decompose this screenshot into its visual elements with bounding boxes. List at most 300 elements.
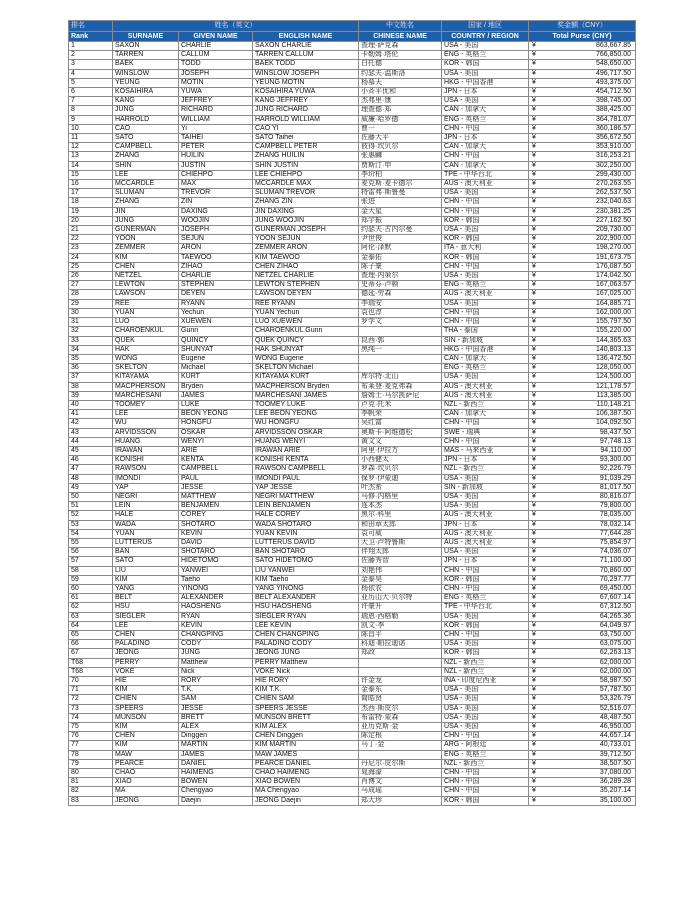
col-header-purse-zh: 奖金额（CNY） <box>529 21 636 32</box>
rank-cell: 58 <box>69 566 113 575</box>
table-row <box>69 640 636 649</box>
surname-cell: ARVIDSSON <box>113 428 179 437</box>
purse-cell: 353,910.00 <box>543 143 636 152</box>
given-name-cell: BEON YEONG <box>179 410 253 419</box>
english-name-cell: SATO Taihei <box>253 134 359 143</box>
english-name-cell: WONG Eugene <box>253 354 359 363</box>
english-name-cell: ZEMMER ARON <box>253 244 359 253</box>
surname-cell: CHAROENKUL <box>113 327 179 336</box>
table-row <box>69 796 636 805</box>
rank-cell: 43 <box>69 428 113 437</box>
english-name-cell: SLUMAN TREVOR <box>253 189 359 198</box>
table-row <box>69 750 636 759</box>
table-row <box>69 566 636 575</box>
given-name-cell: JAMES <box>179 750 253 759</box>
currency-symbol: ¥ <box>529 152 543 161</box>
given-name-cell: JOSEPH <box>179 226 253 235</box>
rank-cell: 63 <box>69 612 113 621</box>
english-name-cell: LEIN BENJAMEN <box>253 502 359 511</box>
country-cell: SIN - 新加坡 <box>442 336 529 345</box>
chinese-name-cell <box>359 658 442 667</box>
table-row <box>69 345 636 354</box>
chinese-name-cell: 查理·萨克森 <box>359 42 442 51</box>
surname-cell: NETZEL <box>113 272 179 281</box>
rank-cell: 79 <box>69 759 113 768</box>
english-name-cell: KONISHI KENTA <box>253 456 359 465</box>
currency-symbol: ¥ <box>529 253 543 262</box>
surname-cell: CAMPBELL <box>113 143 179 152</box>
chinese-name-cell: 约瑟夫·古内尔曼 <box>359 226 442 235</box>
table-row <box>69 677 636 686</box>
currency-symbol: ¥ <box>529 354 543 363</box>
english-name-cell: JEONG JUNG <box>253 649 359 658</box>
rank-cell: 11 <box>69 134 113 143</box>
chinese-name-cell: 张惠麟 <box>359 152 442 161</box>
country-cell: ENG - 英格兰 <box>442 51 529 60</box>
rank-cell: 32 <box>69 327 113 336</box>
table-row <box>69 244 636 253</box>
given-name-cell: JAMES <box>179 391 253 400</box>
currency-symbol: ¥ <box>529 189 543 198</box>
surname-cell: XIAO <box>113 778 179 787</box>
country-cell: CAN - 加拿大 <box>442 106 529 115</box>
currency-symbol: ¥ <box>529 437 543 446</box>
english-name-cell: KITAYAMA KURT <box>253 373 359 382</box>
surname-cell: SKELTON <box>113 364 179 373</box>
country-cell: JPN - 日本 <box>442 520 529 529</box>
currency-symbol: ¥ <box>529 106 543 115</box>
surname-cell: YANG <box>113 584 179 593</box>
given-name-cell: JESSE <box>179 704 253 713</box>
chinese-name-cell: 袁可威 <box>359 529 442 538</box>
english-name-cell: LEE BEON YEONG <box>253 410 359 419</box>
surname-cell: WONG <box>113 354 179 363</box>
chinese-name-cell: 查理·内策尔 <box>359 272 442 281</box>
table-row <box>69 235 636 244</box>
country-cell: CHN - 中国 <box>442 152 529 161</box>
table-row <box>69 723 636 732</box>
surname-cell: KIM <box>113 575 179 584</box>
english-name-cell: PERRY Matthew <box>253 658 359 667</box>
country-cell: USA - 美国 <box>442 686 529 695</box>
currency-symbol: ¥ <box>529 732 543 741</box>
rank-cell: 77 <box>69 741 113 750</box>
surname-cell: JUNG <box>113 216 179 225</box>
surname-cell: LUTTERUS <box>113 538 179 547</box>
surname-cell: GUNERMAN <box>113 226 179 235</box>
table-row <box>69 446 636 455</box>
purse-cell: 398,745.00 <box>543 97 636 106</box>
table-row <box>69 621 636 630</box>
currency-symbol: ¥ <box>529 336 543 345</box>
currency-symbol: ¥ <box>529 621 543 630</box>
given-name-cell: LUKE <box>179 400 253 409</box>
table-row <box>69 42 636 51</box>
currency-symbol: ¥ <box>529 713 543 722</box>
rank-cell: 50 <box>69 492 113 501</box>
table-row <box>69 695 636 704</box>
rank-cell: 30 <box>69 308 113 317</box>
english-name-cell: WADA SHOTARO <box>253 520 359 529</box>
chinese-name-cell: 刘艳伟 <box>359 566 442 575</box>
table-row <box>69 410 636 419</box>
table-row <box>69 364 636 373</box>
chinese-name-cell: 阿里·伊拉万 <box>359 446 442 455</box>
chinese-name-cell: 金大星 <box>359 207 442 216</box>
purse-cell: 40,733.01 <box>543 741 636 750</box>
surname-cell: WU <box>113 419 179 428</box>
given-name-cell: MOTIN <box>179 78 253 87</box>
english-name-cell: MUNSON BRETT <box>253 713 359 722</box>
col-header-country: COUNTRY / REGION <box>442 31 529 42</box>
english-name-cell: LAWSON DEYEN <box>253 290 359 299</box>
country-cell: KOR - 韩国 <box>442 796 529 805</box>
english-name-cell: LUO XUEWEN <box>253 318 359 327</box>
english-name-cell: YAP JESSE <box>253 483 359 492</box>
chinese-name-cell: 小西健太 <box>359 456 442 465</box>
english-name-cell: SKELTON Michael <box>253 364 359 373</box>
rank-cell: 66 <box>69 640 113 649</box>
given-name-cell: ZIN <box>179 198 253 207</box>
rank-cell: 81 <box>69 778 113 787</box>
currency-symbol: ¥ <box>529 575 543 584</box>
english-name-cell: KANG JEFFREY <box>253 97 359 106</box>
country-cell: USA - 美国 <box>442 299 529 308</box>
rank-cell: 33 <box>69 336 113 345</box>
country-cell: USA - 美国 <box>442 612 529 621</box>
english-name-cell: ARVIDSSON OSKAR <box>253 428 359 437</box>
surname-cell: LEE <box>113 410 179 419</box>
english-name-cell: MCCARDLE MAX <box>253 180 359 189</box>
country-cell: USA - 美国 <box>442 474 529 483</box>
purse-cell: 97,748.13 <box>543 437 636 446</box>
given-name-cell: HIDETOMO <box>179 557 253 566</box>
col-header-name-zh: 姓名（英文） <box>113 21 359 32</box>
surname-cell: MA <box>113 787 179 796</box>
chinese-name-cell: 和田章太郎 <box>359 520 442 529</box>
purse-cell: 302,250.00 <box>543 161 636 170</box>
country-cell: USA - 美国 <box>442 97 529 106</box>
currency-symbol: ¥ <box>529 649 543 658</box>
english-name-cell: YEUNG MOTIN <box>253 78 359 87</box>
country-cell: USA - 美国 <box>442 548 529 557</box>
purse-cell: 113,385.00 <box>543 391 636 400</box>
rank-cell: 18 <box>69 198 113 207</box>
english-name-cell: JUNG WOOJIN <box>253 216 359 225</box>
currency-symbol: ¥ <box>529 759 543 768</box>
chinese-name-cell: 李帆荣 <box>359 410 442 419</box>
table-row <box>69 483 636 492</box>
surname-cell: KIM <box>113 253 179 262</box>
given-name-cell: HUILIN <box>179 152 253 161</box>
rank-cell: 72 <box>69 695 113 704</box>
chinese-name-cell: 昆西·郭 <box>359 336 442 345</box>
table-row <box>69 548 636 557</box>
rank-cell: 42 <box>69 419 113 428</box>
purse-cell: 48,487.50 <box>543 713 636 722</box>
currency-symbol: ¥ <box>529 695 543 704</box>
given-name-cell: TAIHEI <box>179 134 253 143</box>
purse-cell: 232,040.63 <box>543 198 636 207</box>
surname-cell: PERRY <box>113 658 179 667</box>
country-cell: ENG - 英格兰 <box>442 115 529 124</box>
surname-cell: WADA <box>113 520 179 529</box>
currency-symbol: ¥ <box>529 677 543 686</box>
surname-cell: PEARCE <box>113 759 179 768</box>
given-name-cell: DAXING <box>179 207 253 216</box>
given-name-cell: SHUNYAT <box>179 345 253 354</box>
rank-cell: 47 <box>69 465 113 474</box>
chinese-name-cell: 张进 <box>359 198 442 207</box>
table-row <box>69 584 636 593</box>
given-name-cell: PAUL <box>179 474 253 483</box>
english-name-cell: RAWSON CAMPBELL <box>253 465 359 474</box>
english-name-cell: TARREN CALLUM <box>253 51 359 60</box>
given-name-cell: CHANGPING <box>179 631 253 640</box>
english-name-cell: KOSAIHIRA YUWA <box>253 88 359 97</box>
currency-symbol: ¥ <box>529 658 543 667</box>
english-name-cell: IRAWAN ARIE <box>253 446 359 455</box>
purse-cell: 155,220.00 <box>543 327 636 336</box>
currency-symbol: ¥ <box>529 400 543 409</box>
rank-cell: 60 <box>69 584 113 593</box>
given-name-cell: TODD <box>179 60 253 69</box>
english-name-cell: IMONDI PAUL <box>253 474 359 483</box>
rank-cell: 44 <box>69 437 113 446</box>
country-cell: JPN - 日本 <box>442 456 529 465</box>
surname-cell: SAXON <box>113 42 179 51</box>
chinese-name-cell: 罗森·坎贝尔 <box>359 465 442 474</box>
english-name-cell: YOON SEJUN <box>253 235 359 244</box>
rank-cell: 29 <box>69 299 113 308</box>
table-row <box>69 216 636 225</box>
purse-cell: 39,712.50 <box>543 750 636 759</box>
table-row <box>69 787 636 796</box>
col-header-rank: Rank <box>69 31 113 42</box>
currency-symbol: ¥ <box>529 97 543 106</box>
given-name-cell: TREVOR <box>179 189 253 198</box>
english-name-cell: CHAO HAIMENG <box>253 769 359 778</box>
given-name-cell: STEPHEN <box>179 281 253 290</box>
currency-symbol: ¥ <box>529 557 543 566</box>
purse-cell: 454,712.50 <box>543 88 636 97</box>
table-row <box>69 97 636 106</box>
table-row <box>69 631 636 640</box>
table-row <box>69 161 636 170</box>
english-name-cell: CAO YI <box>253 124 359 133</box>
surname-cell: ZHANG <box>113 152 179 161</box>
country-cell: USA - 美国 <box>442 373 529 382</box>
table-row <box>69 281 636 290</box>
purse-cell: 67,607.14 <box>543 594 636 603</box>
country-cell: CHN - 中国 <box>442 566 529 575</box>
table-row <box>69 456 636 465</box>
table-row <box>69 594 636 603</box>
given-name-cell: T.K. <box>179 686 253 695</box>
given-name-cell: CHARLIE <box>179 272 253 281</box>
english-name-cell: WINSLOW JOSEPH <box>253 69 359 78</box>
given-name-cell: RICHARD <box>179 106 253 115</box>
surname-cell: SPEERS <box>113 704 179 713</box>
table-row <box>69 538 636 547</box>
english-name-cell: QUEK QUINCY <box>253 336 359 345</box>
rank-cell: 41 <box>69 410 113 419</box>
english-name-cell: LEE KEVIN <box>253 621 359 630</box>
country-cell: USA - 美国 <box>442 695 529 704</box>
country-cell: USA - 美国 <box>442 502 529 511</box>
english-name-cell: HAK SHUNYAT <box>253 345 359 354</box>
rank-cell: 64 <box>69 621 113 630</box>
given-name-cell: CODY <box>179 640 253 649</box>
col-header-surname: SURNAME <box>113 31 179 42</box>
english-name-cell: KIM MARTIN <box>253 741 359 750</box>
country-cell: AUS - 澳大利亚 <box>442 391 529 400</box>
surname-cell: KIM <box>113 686 179 695</box>
rank-cell: 22 <box>69 235 113 244</box>
rank-cell: 35 <box>69 354 113 363</box>
english-name-cell: CHAROENKUL Gunn <box>253 327 359 336</box>
rank-cell: 36 <box>69 364 113 373</box>
chinese-name-cell: 佐藤秀智 <box>359 557 442 566</box>
surname-cell: KITAYAMA <box>113 373 179 382</box>
english-name-cell: YUAN KEVIN <box>253 529 359 538</box>
rank-cell: 13 <box>69 152 113 161</box>
table-row <box>69 318 636 327</box>
col-header-chinese-name-zh: 中文姓名 <box>359 21 442 32</box>
country-cell: ITA - 意大利 <box>442 244 529 253</box>
chinese-name-cell: 郑宇振 <box>359 216 442 225</box>
currency-symbol: ¥ <box>529 382 543 391</box>
rank-cell: 53 <box>69 520 113 529</box>
surname-cell: YUAN <box>113 308 179 317</box>
given-name-cell: HONGFU <box>179 419 253 428</box>
purse-cell: 548,650.00 <box>543 60 636 69</box>
purse-cell: 92,226.79 <box>543 465 636 474</box>
country-cell: CHN - 中国 <box>442 124 529 133</box>
surname-cell: HSU <box>113 603 179 612</box>
rank-cell: 55 <box>69 538 113 547</box>
purse-cell: 110,148.21 <box>543 400 636 409</box>
currency-symbol: ¥ <box>529 584 543 593</box>
given-name-cell: Gunn <box>179 327 253 336</box>
table-row <box>69 667 636 676</box>
country-cell: KOR - 韩国 <box>442 216 529 225</box>
country-cell: HKG - 中国香港 <box>442 78 529 87</box>
currency-symbol: ¥ <box>529 235 543 244</box>
rank-cell: 26 <box>69 272 113 281</box>
given-name-cell: RYAN <box>179 612 253 621</box>
english-name-cell: HIE RORY <box>253 677 359 686</box>
chinese-name-cell: 郑大珍 <box>359 796 442 805</box>
surname-cell: LEIN <box>113 502 179 511</box>
table-row <box>69 557 636 566</box>
english-name-cell: BELT ALEXANDER <box>253 594 359 603</box>
country-cell: KOR - 韩国 <box>442 649 529 658</box>
given-name-cell: HAIMENG <box>179 769 253 778</box>
currency-symbol: ¥ <box>529 281 543 290</box>
table-row <box>69 152 636 161</box>
currency-symbol: ¥ <box>529 428 543 437</box>
given-name-cell: Yechun <box>179 308 253 317</box>
currency-symbol: ¥ <box>529 778 543 787</box>
chinese-name-cell: 黑纯一 <box>359 345 442 354</box>
rank-cell: 56 <box>69 548 113 557</box>
surname-cell: HARROLD <box>113 115 179 124</box>
english-name-cell: LIU YANWEI <box>253 566 359 575</box>
currency-symbol: ¥ <box>529 465 543 474</box>
given-name-cell: SHOTARO <box>179 520 253 529</box>
surname-cell: HUANG <box>113 437 179 446</box>
english-name-cell: LUTTERUS DAVID <box>253 538 359 547</box>
purse-cell: 36,289.28 <box>543 778 636 787</box>
given-name-cell: YANWEI <box>179 566 253 575</box>
country-cell: USA - 美国 <box>442 704 529 713</box>
currency-symbol: ¥ <box>529 667 543 676</box>
chinese-name-cell: 郑政 <box>359 649 442 658</box>
purse-cell: 63,750.00 <box>543 631 636 640</box>
given-name-cell: Nick <box>179 667 253 676</box>
purse-cell: 124,500.00 <box>543 373 636 382</box>
rank-cell: 27 <box>69 281 113 290</box>
table-row <box>69 511 636 520</box>
purse-cell: 356,672.50 <box>543 134 636 143</box>
purse-cell: 209,730.00 <box>543 226 636 235</box>
country-cell: KOR - 韩国 <box>442 235 529 244</box>
given-name-cell: Eugene <box>179 354 253 363</box>
english-name-cell: JIN DAXING <box>253 207 359 216</box>
country-cell: USA - 美国 <box>442 69 529 78</box>
purse-cell: 493,375.00 <box>543 78 636 87</box>
table-row <box>69 272 636 281</box>
purse-cell: 91,039.29 <box>543 474 636 483</box>
country-cell: AUS - 澳大利亚 <box>442 511 529 520</box>
given-name-cell: DANIEL <box>179 759 253 768</box>
purse-cell: 37,080.00 <box>543 769 636 778</box>
country-cell: CHN - 中国 <box>442 207 529 216</box>
currency-symbol: ¥ <box>529 60 543 69</box>
rank-cell: 28 <box>69 290 113 299</box>
currency-symbol: ¥ <box>529 42 543 51</box>
given-name-cell: MARTIN <box>179 741 253 750</box>
given-name-cell: DAVID <box>179 538 253 547</box>
purse-cell: 128,050.00 <box>543 364 636 373</box>
surname-cell: HIE <box>113 677 179 686</box>
chinese-name-cell: 卢克·托米 <box>359 400 442 409</box>
chinese-name-cell <box>359 667 442 676</box>
chinese-name-cell: 罗学文 <box>359 318 442 327</box>
rank-cell: 59 <box>69 575 113 584</box>
given-name-cell: RYANN <box>179 299 253 308</box>
country-cell: JPN - 日本 <box>442 557 529 566</box>
country-cell: CHN - 中国 <box>442 631 529 640</box>
currency-symbol: ¥ <box>529 548 543 557</box>
currency-symbol: ¥ <box>529 741 543 750</box>
table-row <box>69 299 636 308</box>
english-name-cell: TOOMEY LUKE <box>253 400 359 409</box>
given-name-cell: JOSEPH <box>179 69 253 78</box>
currency-symbol: ¥ <box>529 594 543 603</box>
surname-cell: SATO <box>113 557 179 566</box>
currency-symbol: ¥ <box>529 483 543 492</box>
country-cell: CHN - 中国 <box>442 198 529 207</box>
country-cell: TPE - 中华台北 <box>442 170 529 179</box>
country-cell: TPE - 中华台北 <box>442 603 529 612</box>
english-name-cell: SATO HIDETOMO <box>253 557 359 566</box>
country-cell: NZL - 新西兰 <box>442 658 529 667</box>
country-cell: ENG - 英格兰 <box>442 281 529 290</box>
country-cell: USA - 美国 <box>442 723 529 732</box>
purse-cell: 191,673.75 <box>543 253 636 262</box>
